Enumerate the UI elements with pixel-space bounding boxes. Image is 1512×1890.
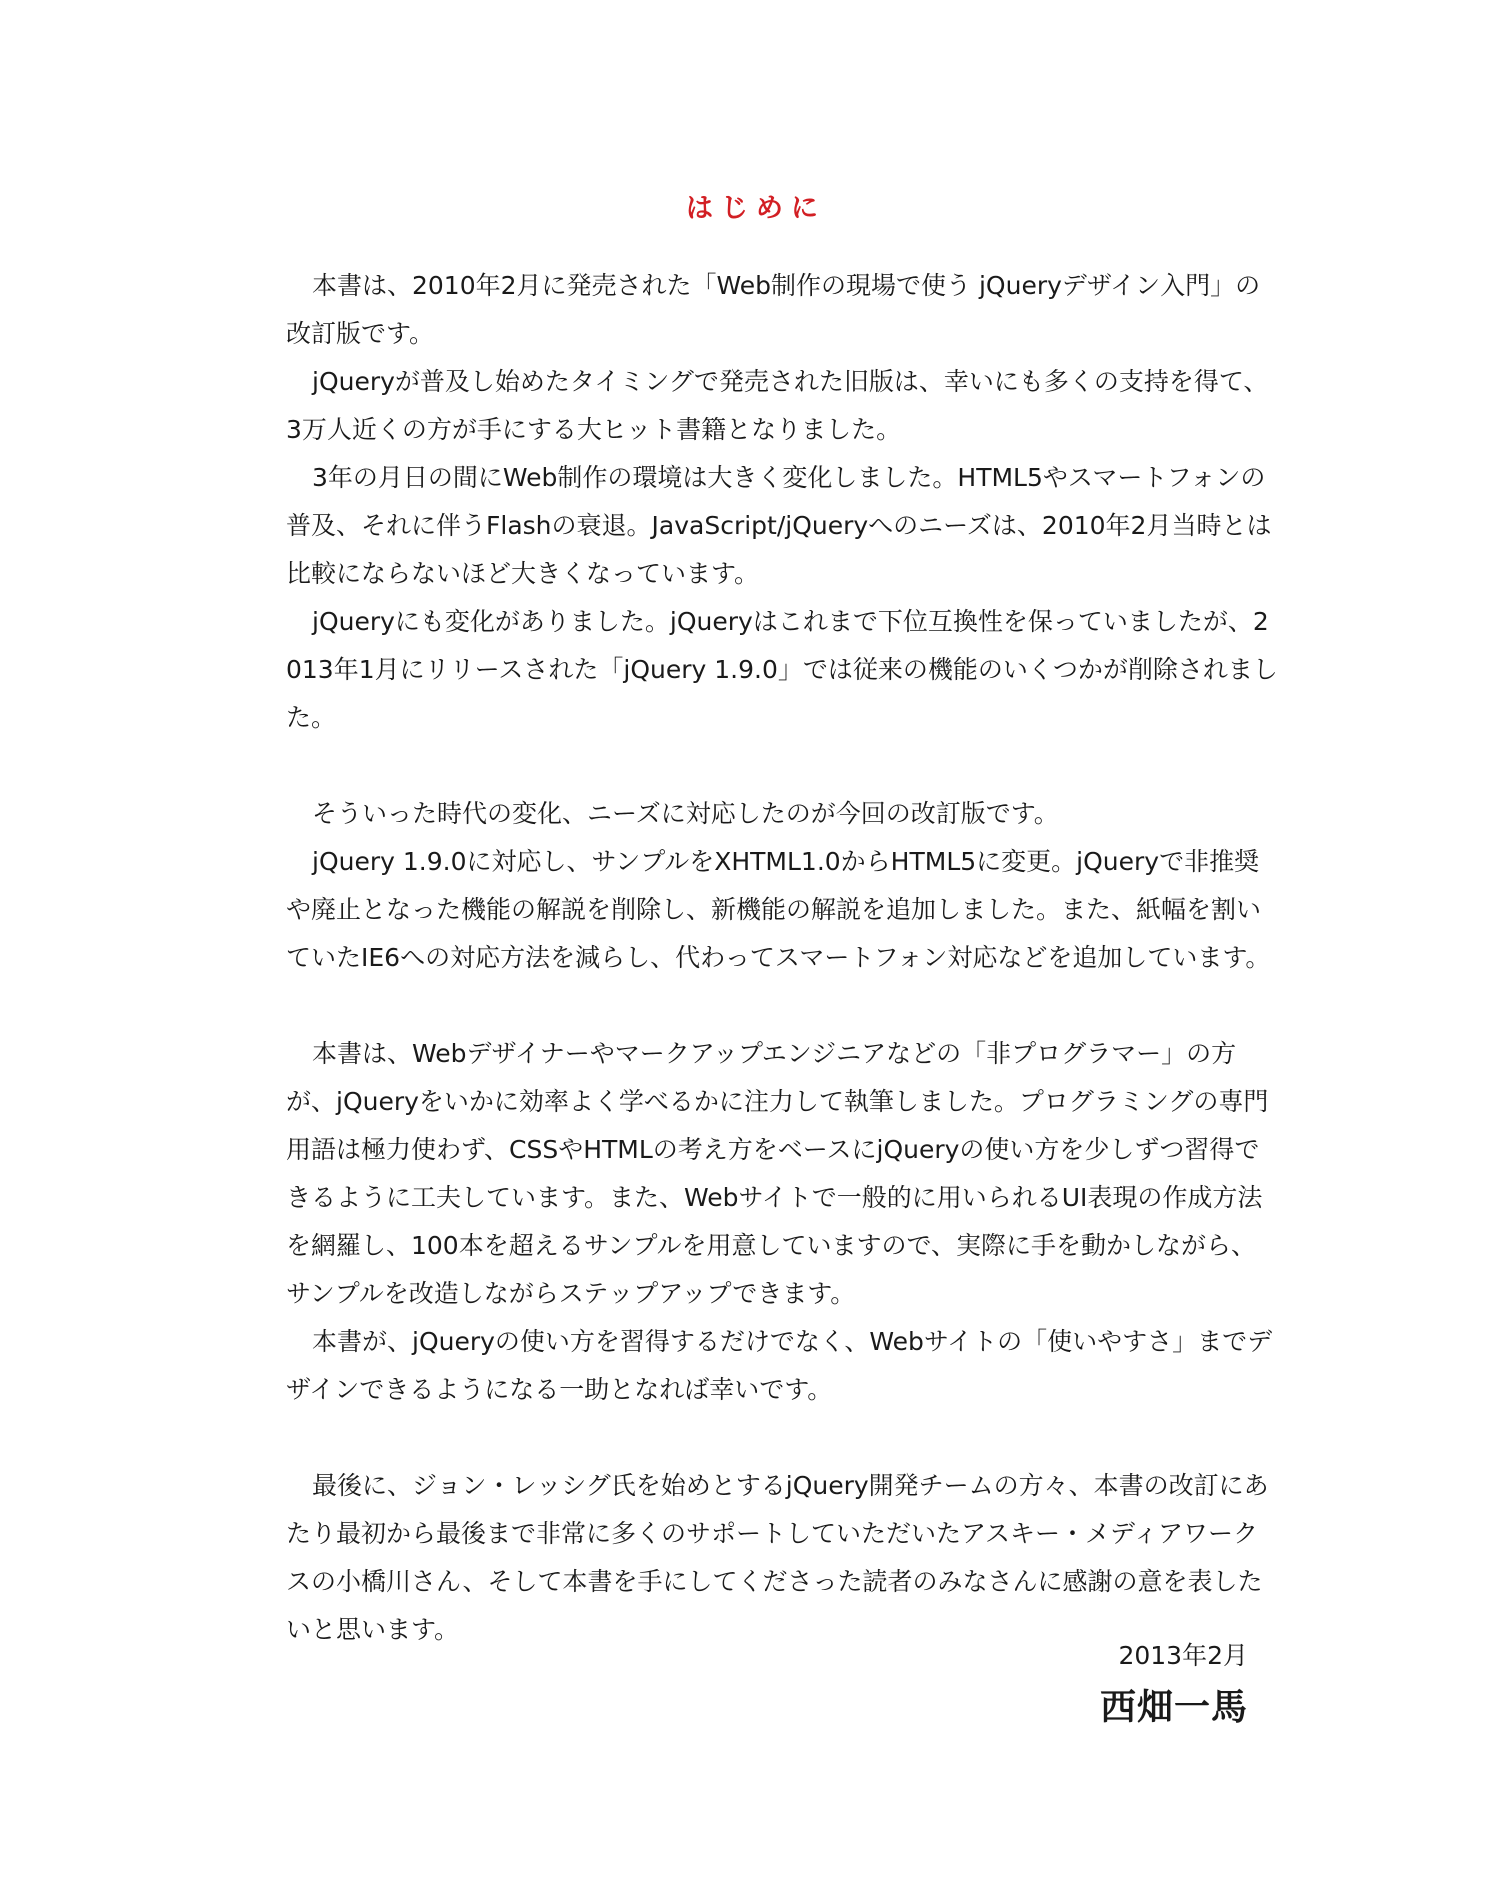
paragraph-previous-edition: jQueryが普及し始めたタイミングで発売された旧版は、幸いにも多くの支持を得て、3万人近くの方が手にする大ヒット書籍となりました。	[286, 367, 1269, 444]
page-title: はじめに	[686, 193, 826, 225]
signature-block	[1100, 1634, 1248, 1734]
paragraph-jquery-changes: jQueryにも変化がありました。jQueryはこれまで下位互換性を保っていましたが、2013年1月にリリースされた「jQuery 1.9.0」では従来の機能のいくつかが削除されました。	[286, 607, 1278, 732]
paragraph-revision-purpose: そういった時代の変化、ニーズに対応したのが今回の改訂版です。	[312, 799, 1059, 828]
paragraph-target-audience: 本書は、Webデザイナーやマークアップエンジニアなどの「非プログラマー」の方が、jQueryをいかに効率よく学べるかに注力して執筆しました。プログラミングの専門用語は極力使わず、CSSやHTMLの考え方をベースにjQueryの使い方を少しずつ習得できるように工夫しています。また、Webサイトで一般的に用いられるUI表現の作成方法を網羅し、100本を超えるサンプルを用意していますので、実際に手を動かしながら、サンプルを改造しながらステップアップできます。	[286, 1039, 1269, 1308]
signature-date: 2013年2月	[1118, 1641, 1248, 1670]
paragraph-acknowledgements: 最後に、ジョン・レッシグ氏を始めとするjQuery開発チームの方々、本書の改訂にあたり最初から最後まで非常に多くのサポートしていただいたアスキー・メディアワークスの小橋川さん、そして本書を手にしてくださった読者のみなさんに感謝の意を表したいと思います。	[286, 1471, 1269, 1644]
paragraph-hope: 本書が、jQueryの使い方を習得するだけでなく、Webサイトの「使いやすさ」までデザインできるようになる一助となれば幸いです。	[286, 1327, 1273, 1404]
paragraph-revision-intro: 本書は、2010年2月に発売された「Web制作の現場で使う jQueryデザイン入門」の改訂版です。	[286, 271, 1261, 348]
paragraph-revision-details: jQuery 1.9.0に対応し、サンプルをXHTML1.0からHTML5に変更。jQueryで非推奨や廃止となった機能の解説を削除し、新機能の解説を追加しました。また、紙幅を割いていたIE6への対応方法を減らし、代わってスマートフォン対応などを追加しています。	[286, 847, 1271, 972]
preface-body	[286, 262, 1280, 1654]
signature-author: 西畑一馬	[1099, 1686, 1248, 1728]
paragraph-web-changes: 3年の月日の間にWeb制作の環境は大きく変化しました。HTML5やスマートフォンの普及、それに伴うFlashの衰退。JavaScript/jQueryへのニーズは、2010年2月当時とは比較にならないほど大きくなっています。	[286, 463, 1272, 588]
